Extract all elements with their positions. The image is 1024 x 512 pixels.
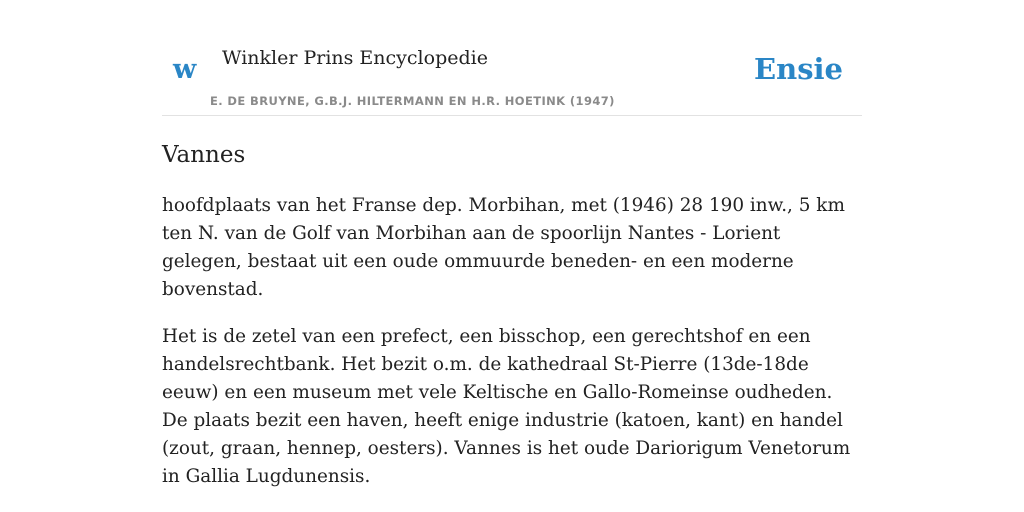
article-title: Vannes	[162, 142, 246, 168]
article-body	[162, 192, 862, 510]
source-header	[162, 0, 862, 116]
page-container	[162, 0, 862, 487]
article-paragraph: Het is de zetel van een prefect, een bisschop, een gerechtshof en een handelsrechtbank. Het bezit o.m. de kathedraal St-Pierre (13de-18de eeuw) en een museum met vele Keltische en Gallo-Romeinse oudheden. De plaats bezit een haven, heeft enige industrie (katoen, kant) en handel (zout, graan, hennep, oesters). Vannes is het oude Dariorigum Venetorum in Gallia Lugdunensis.	[162, 326, 851, 487]
ensie-logo-link[interactable]: Ensie	[754, 52, 843, 86]
source-title[interactable]: Winkler Prins Encyclopedie	[222, 47, 488, 69]
source-logo-icon: w	[173, 54, 197, 85]
source-authors: E. DE BRUYNE, G.B.J. HILTERMANN EN H.R. HOETINK (1947)	[210, 94, 615, 108]
article-paragraph: hoofdplaats van het Franse dep. Morbihan, met (1946) 28 190 inw., 5 km ten N. van de Golf van Morbihan aan de spoorlijn Nantes - Lorient gelegen, bestaat uit een oude ommuurde beneden- en een moderne bovenstad.	[162, 195, 845, 300]
